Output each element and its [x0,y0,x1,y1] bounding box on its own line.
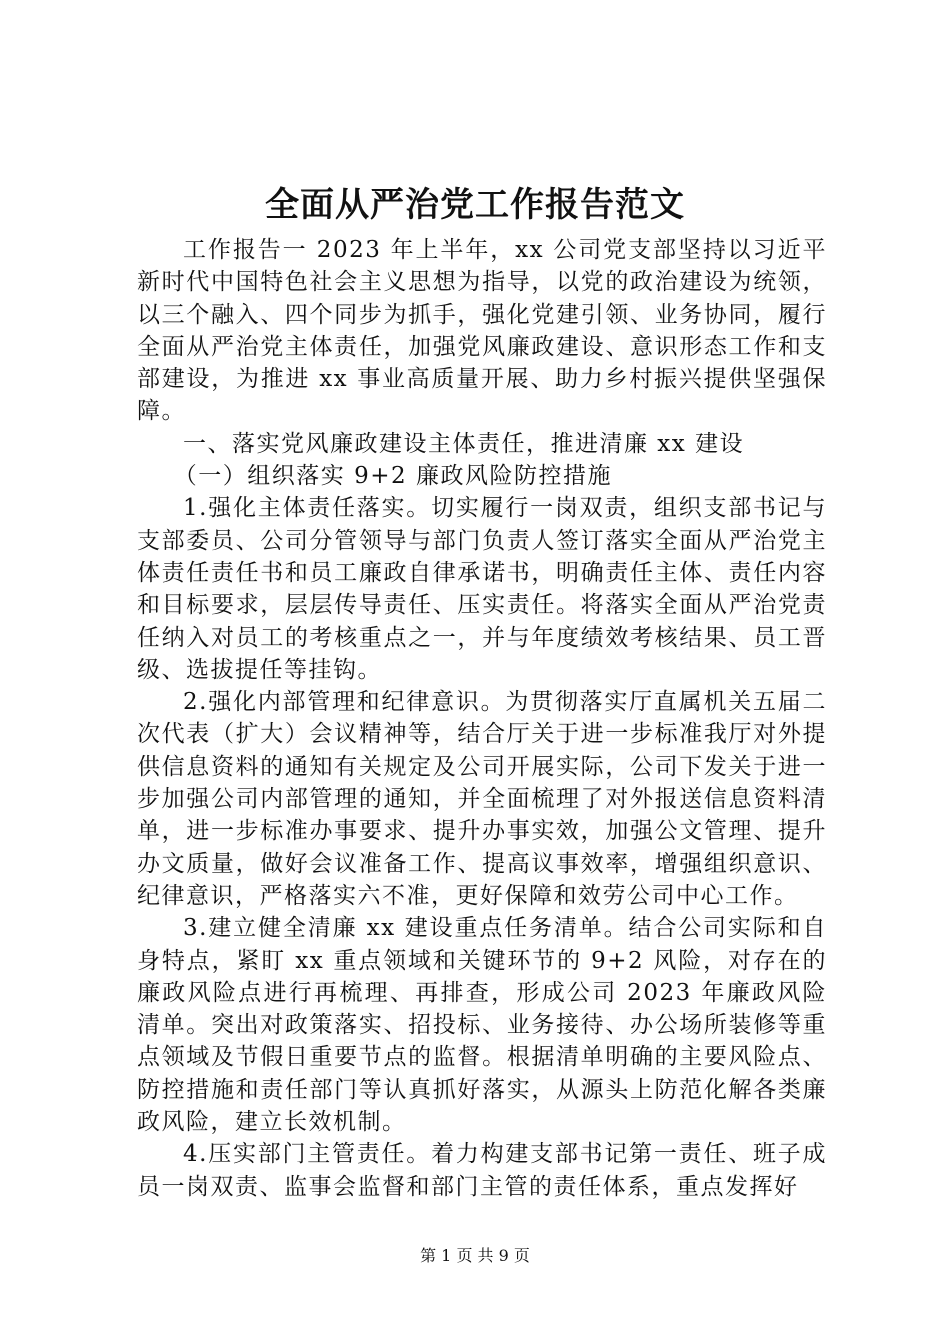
document-title: 全面从严治党工作报告范文 [265,185,685,225]
page-footer: 第 1 页 共 9 页 [420,1246,530,1265]
subsection-heading-1: （一）组织落实 9+2 廉政风险防控措施 [173,463,612,490]
document-body [137,234,827,1203]
item-paragraph-2: 2.强化内部管理和纪律意识。为贯彻落实厅直属机关五届二次代表（扩大）会议精神等，结合厅关于进一步标准我厅对外提供信息资料的通知有关规定及公司开展实际，公司下发关于进一步加强公司内部管理的通知，并全面梳理了对外报送信息资料清单，进一步标准办事要求、提升办事实效，加强公文管理、提升办文质量，做好会议准备工作、提高议事效率，增强组织意识、纪律意识，严格落实六不准，更好保障和效劳公司中心工作。 [137,689,827,909]
intro-paragraph: 工作报告一 2023 年上半年，xx 公司党支部坚持以习近平新时代中国特色社会主义思想为指导，以党的政治建设为统领，以三个融入、四个同步为抓手，强化党建引领、业务协同，履行全面从严治党主体责任，加强党风廉政建设、意识形态工作和支部建设，为推进 xx 事业高质量开展、助力乡村振兴提供坚强保障。 [137,237,827,425]
item-paragraph-3: 3.建立健全清廉 xx 建设重点任务清单。结合公司实际和自身特点，紧盯 xx 重点领域和关键环节的 9+2 风险，对存在的廉政风险点进行再梳理、再排查，形成公司 2023 年廉政风险清单。突出对政策落实、招投标、业务接待、办公场所装修等重点领域及节假日重要节点的监督。根据清单明确的主要风险点、防控措施和责任部门等认真抓好落实，从源头上防范化解各类廉政风险，建立长效机制。 [137,915,827,1136]
item-paragraph-1: 1.强化主体责任落实。切实履行一岗双责，组织支部书记与支部委员、公司分管领导与部门负责人签订落实全面从严治党主体责任责任书和员工廉政自律承诺书，明确责任主体、责任内容和目标要求，层层传导责任、压实责任。将落实全面从严治党责任纳入对员工的考核重点之一，并与年度绩效考核结果、员工晋级、选拔提任等挂钩。 [137,495,827,683]
item-paragraph-4: 4.压实部门主管责任。着力构建支部书记第一责任、班子成员一岗双责、监事会监督和部门主管的责任体系，重点发挥好 [137,1141,827,1200]
section-heading-1: 一、落实党风廉政建设主体责任，推进清廉 xx 建设 [183,430,745,457]
